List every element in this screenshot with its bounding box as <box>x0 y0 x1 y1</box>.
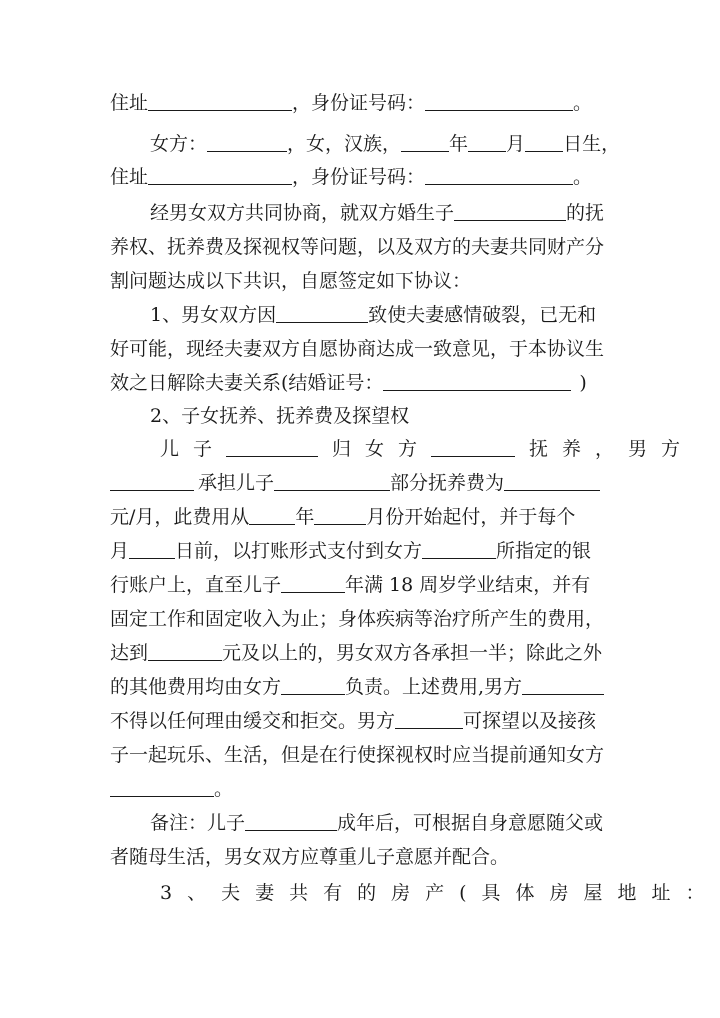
start-month-blank[interactable] <box>314 506 366 525</box>
consult-line-1: 经男女双方共同协商，就双方婚生子 的抚 <box>150 202 605 224</box>
item1-line-2: 好可能，现经夫妻双方自愿协商达成一致意见，于本协议生 <box>110 338 605 360</box>
male-blank[interactable] <box>395 710 463 729</box>
child-blank[interactable] <box>226 438 318 457</box>
female-mid: ，女，汉族， <box>287 133 402 155</box>
note-line-2: 者随母生活，男女双方应尊重儿子意愿并配合。 <box>110 846 510 868</box>
item1-line-1: 1、男女双方因 致使夫妻感情破裂，已无和 <box>150 304 597 326</box>
item3-line-1: 3、夫妻共有的房产(具体房屋地址： <box>160 882 720 904</box>
child-blank[interactable] <box>245 812 337 831</box>
birth-day-blank[interactable] <box>525 133 563 152</box>
child-blank[interactable] <box>281 574 345 593</box>
note-line-1: 备注：儿子 成年后，可根据自身意愿随父或 <box>150 812 604 834</box>
child-blank[interactable] <box>274 472 390 491</box>
period: 。 <box>573 92 593 114</box>
birth-month-blank[interactable] <box>468 133 506 152</box>
item2-line-11: 。 <box>110 774 233 804</box>
child-name-blank[interactable] <box>454 202 566 221</box>
female-address-line <box>110 162 592 192</box>
threshold-amount-blank[interactable] <box>148 642 222 661</box>
female-blank[interactable] <box>431 438 515 457</box>
id-number-blank[interactable] <box>425 166 573 185</box>
female-info-line <box>150 129 620 159</box>
item2-line-7: 达到 元及以上的，男女双方各承担一半；除此之外 <box>110 642 603 664</box>
period: 。 <box>573 166 593 188</box>
item2-line-9: 不得以任何理由缓交和拒交。男方 可探望以及接孩 <box>110 710 597 732</box>
reason-blank[interactable] <box>276 304 368 323</box>
item2-line-1: 儿子 归女方 抚养，男方 <box>160 438 695 460</box>
day-birth-label: 日生， <box>563 133 621 155</box>
item2-line-8: 的其他费用均由女方 负责。上述费用,男方 <box>110 672 604 702</box>
id-label: ，身份证号码： <box>292 92 426 114</box>
address-label: 住址 <box>110 92 149 114</box>
year-label: 年 <box>449 133 469 155</box>
item2-line-10: 子一起玩乐、生活，但是在行使探视权时应当提前通知女方 <box>110 744 605 766</box>
male-address-line <box>110 88 592 118</box>
amount-blank[interactable] <box>504 472 600 491</box>
item2-line-6: 固定工作和固定收入为止；身体疾病等治疗所产生的费用， <box>110 608 605 630</box>
consult-line-2: 养权、抚养费及探视权等问题，以及双方的夫妻共同财产分 <box>110 236 605 258</box>
id-label: ，身份证号码： <box>292 166 426 188</box>
month-label: 月 <box>506 133 526 155</box>
item2-line-5: 行账户上，直至儿子 年满 18 周岁学业结束，并有 <box>110 574 591 596</box>
male-blank[interactable] <box>522 676 604 695</box>
item2-line-3: 元/月，此费用从 年 月份开始起付，并于每个 <box>110 506 576 528</box>
female-name-blank[interactable] <box>207 133 287 152</box>
female-blank[interactable] <box>422 540 496 559</box>
item2-line-2: 承担儿子 部分抚养费为 <box>110 468 600 498</box>
item2-line-4: 月 日前，以打账形式支付到女方 所指定的银 <box>110 540 592 562</box>
marriage-cert-blank[interactable] <box>383 372 571 391</box>
birth-year-blank[interactable] <box>401 133 449 152</box>
female-label: 女方： <box>150 133 208 155</box>
item2-title: 2、子女抚养、抚养费及探望权 <box>150 405 410 427</box>
address-blank[interactable] <box>148 166 292 185</box>
item1-line-3: 效之日解除夫妻关系(结婚证号： ) <box>110 372 587 394</box>
consult-line-3: 割问题达成以下共识，自愿签定如下协议： <box>110 270 472 292</box>
pay-day-blank[interactable] <box>129 540 175 559</box>
female-blank[interactable] <box>281 676 345 695</box>
male-blank[interactable] <box>110 472 194 491</box>
female-blank[interactable] <box>110 778 214 797</box>
id-number-blank[interactable] <box>425 92 573 111</box>
address-label: 住址 <box>110 166 149 188</box>
start-year-blank[interactable] <box>249 506 295 525</box>
address-blank[interactable] <box>148 92 292 111</box>
